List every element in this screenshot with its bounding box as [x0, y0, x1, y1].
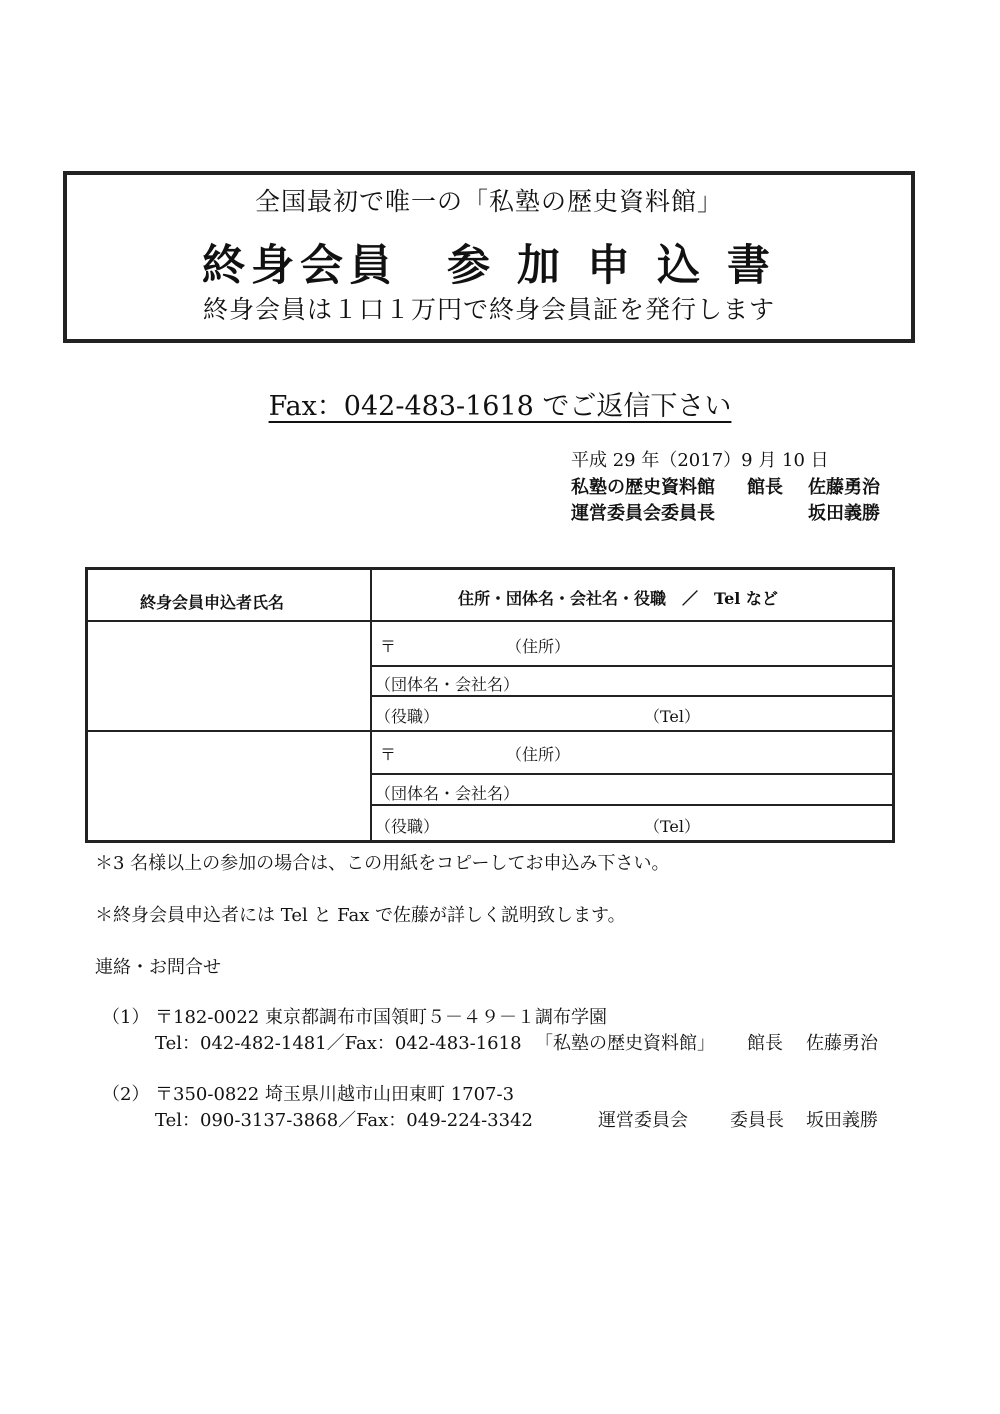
- issuer-line2-org: 運営委員会委員長: [571, 503, 715, 524]
- contact-1-address: 〒182-0022 東京都調布市国領町５－４９－１調布学園: [155, 1007, 607, 1028]
- issuer-line1-org: 私塾の歴史資料館: [571, 477, 715, 498]
- header-box: [63, 171, 915, 343]
- contact-heading: 連絡・お問合せ: [95, 957, 221, 978]
- contact-1-org: 「私塾の歴史資料館」: [535, 1033, 715, 1054]
- address-label: （住所）: [506, 745, 571, 764]
- applicant-1-name-field[interactable]: [88, 624, 368, 728]
- contact-1-num: （1）: [102, 1007, 150, 1028]
- contact-2-address: 〒350-0822 埼玉県川越市山田東町 1707-3: [155, 1084, 515, 1105]
- org-label: （団体名・会社名）: [375, 675, 520, 694]
- contact-2-org: 運営委員会: [598, 1110, 688, 1131]
- issuer-line1-title: 館長: [747, 477, 783, 498]
- form-title: 終身会員 参 加 申 込 書: [202, 241, 776, 291]
- contact-2-phones: Tel：090-3137-3868／Fax：049-224-3342: [155, 1110, 533, 1131]
- row-line: [370, 773, 892, 775]
- contact-2-num: （2）: [102, 1084, 150, 1105]
- contact-2-name: 坂田義勝: [806, 1110, 878, 1131]
- issuer-line2-name: 坂田義勝: [808, 503, 880, 524]
- header-subtitle: 全国最初で唯一の「私塾の歴史資料館」: [254, 187, 723, 216]
- address-label: （住所）: [506, 637, 571, 656]
- row-line: [370, 665, 892, 667]
- applicant-divider: [88, 730, 892, 732]
- tel-label: （Tel）: [644, 817, 701, 836]
- column-divider: [370, 570, 372, 840]
- tel-label: （Tel）: [644, 707, 701, 726]
- issue-date: 平成 29 年（2017）9 月 10 日: [571, 450, 829, 471]
- header-tagline: 終身会員は１口１万円で終身会員証を発行します: [202, 295, 775, 324]
- applicant-2-name-field[interactable]: [88, 733, 368, 839]
- postal-mark: 〒: [380, 745, 397, 764]
- postal-mark: 〒: [380, 637, 397, 656]
- fax-instruction-text: Fax：042-483-1618 でご返信下さい: [268, 391, 732, 422]
- note-explanation: ＊終身会員申込者には Tel と Fax で佐藤が詳しく説明致します。: [95, 905, 626, 926]
- contact-2-title: 委員長: [730, 1110, 784, 1131]
- contact-1-title: 館長: [747, 1033, 783, 1054]
- contact-1-phones: Tel：042-482-1481／Fax：042-483-1618: [155, 1033, 522, 1054]
- position-label: （役職）: [375, 817, 440, 836]
- row-line: [370, 695, 892, 697]
- name-column-header: 終身会員申込者氏名: [140, 593, 285, 612]
- position-label: （役職）: [375, 707, 440, 726]
- details-column-header: 住所・団体名・会社名・役職 ／ Tel など: [458, 589, 778, 608]
- row-line: [370, 804, 892, 806]
- issuer-line1-name: 佐藤勇治: [808, 477, 880, 498]
- fax-instruction: [0, 384, 1000, 423]
- application-table: [85, 567, 895, 843]
- header-row-divider: [88, 620, 892, 622]
- contact-1-name: 佐藤勇治: [806, 1033, 878, 1054]
- note-copy-form: ＊3 名様以上の参加の場合は、この用紙をコピーしてお申込み下さい。: [95, 853, 670, 874]
- org-label: （団体名・会社名）: [375, 784, 520, 803]
